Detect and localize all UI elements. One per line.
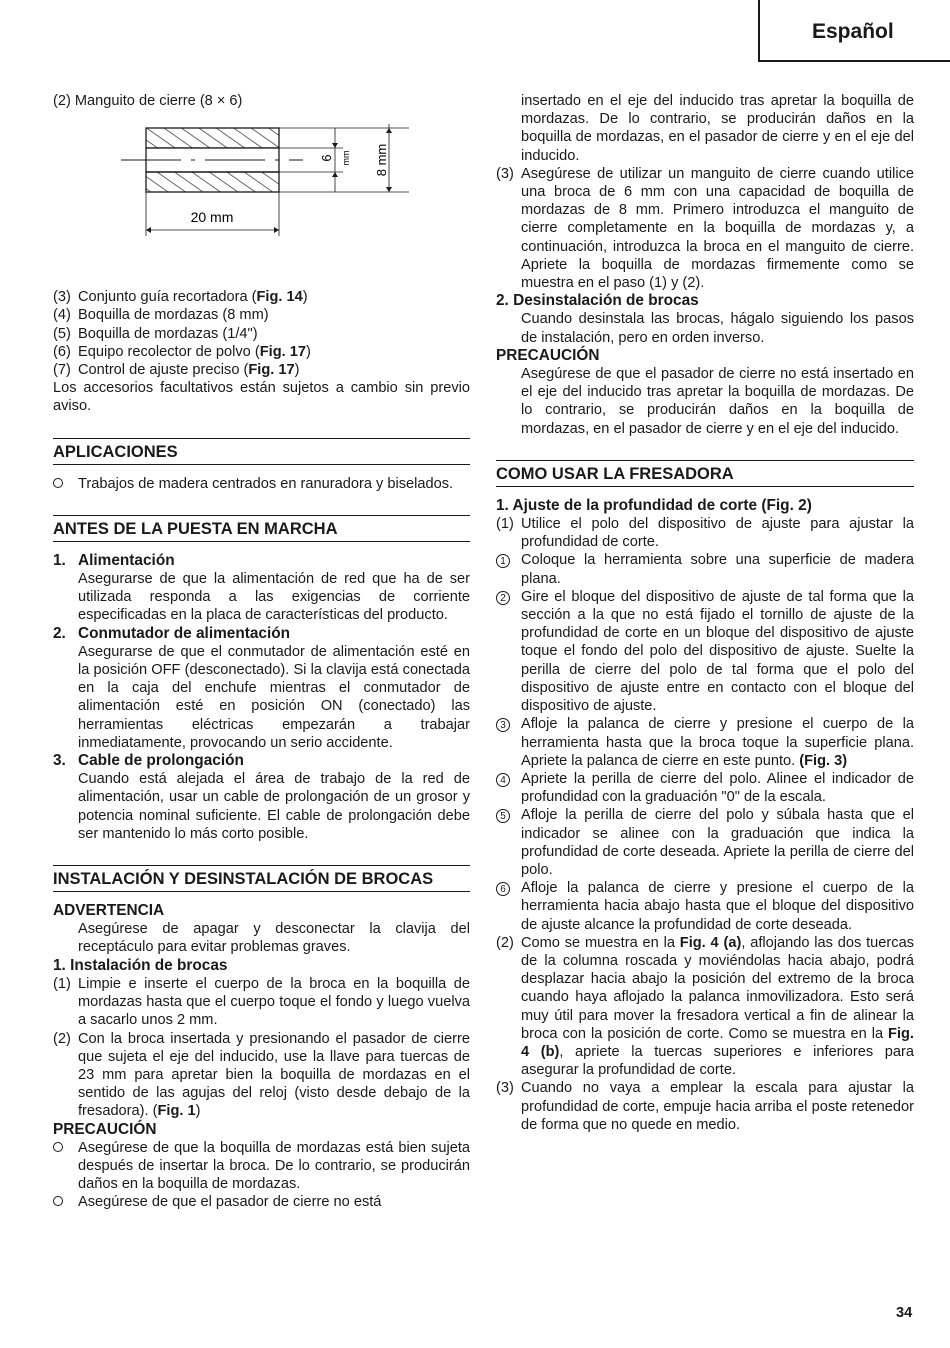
list-item: 3 Afloje la palanca de cierre y presione el cuerpo de la herramienta hasta que la broca toque la superficie plana. Apriete la palanca de cierre en este punto. (Fig. 3)	[496, 715, 914, 770]
left-column	[53, 92, 470, 1212]
outer-dim-arrow-bottom	[386, 187, 392, 192]
paragraph: Asegúrese de que el pasador de cierre no está insertado en el eje del inducido tras apretar la boquilla de mordazas. De lo contrario, se producirán daños en la boquilla de mordazas, en el pasador de cierre y en el eje del inducido.	[521, 366, 914, 437]
circled-number: 5	[496, 809, 510, 823]
list-item: 2 Gire el bloque del dispositivo de ajuste de tal forma que la sección a la que no está fijado el tornillo de ajuste de la profundidad de corte en un bloque del dispositivo de ajuste toque el fondo del polo del dispositivo de ajuste. Suelte la perilla de cierre del polo de tal forma que el polo del dispositivo de ajuste entre en contacto con el bloque del dispositivo de ajuste.	[496, 588, 914, 715]
language-tab	[758, 0, 950, 62]
width-arrow-right	[274, 227, 279, 233]
section-heading-antes: ANTES DE LA PUESTA EN MARCHA	[53, 515, 470, 542]
paragraph: Asegurarse de que el conmutador de alimentación esté en la posición OFF (desconectado). Si la clavija está conectada en la caja del enchufe mientras el conmutador de alimentación esté en posición ON (conectado) las herramientas eléctricas empezarán a trabajar inmediatamente, provocando un serio accidente.	[78, 643, 470, 751]
section-heading-instalacion: INSTALACIÓN Y DESINSTALACIÓN DE BROCAS	[53, 865, 470, 892]
lock-sleeve-diagram	[53, 124, 423, 256]
caution-title: PRECAUCIÓN	[53, 1120, 157, 1138]
accessory-list	[53, 288, 470, 379]
accessories-note: Los accesorios facultativos están sujetos a cambio sin previo aviso.	[53, 380, 470, 415]
list-item: (2) Con la broca insertada y presionando el pasador de cierre que sujeta el eje del inducido, use la llave para tuercas de 23 mm para apretar bien la boquilla de mordazas en el sentido de las agujas del reloj (visto desde debajo de la fresadora). (Fig. 1)	[53, 1030, 470, 1120]
subsection-title: 2. Desinstalación de brocas	[496, 292, 699, 310]
list-item: (3) Cuando no vaya a emplear la escala para ajustar la profundidad de corte, empuje hacia arriba el poste retenedor de forma que no quede en medio.	[496, 1080, 914, 1133]
right-column	[496, 92, 914, 1134]
width-arrow-left	[146, 227, 151, 233]
list-item: (1) Utilice el polo del dispositivo de ajuste para ajustar la profundidad de corte.	[496, 516, 914, 551]
paragraph: Asegurarse de que la alimentación de red que ha de ser utilizada responda a las exigencias de corriente especificadas en la placa de características del producto.	[78, 571, 470, 624]
list-item: (1) Limpie e inserte el cuerpo de la broca en la boquilla de mordazas hasta que el cuerpo toque el fondo y luego vuelva a sacarlo unos 2 mm.	[53, 975, 470, 1029]
circled-number: 1	[496, 554, 510, 568]
language-label: Español	[812, 20, 894, 43]
bullet-circle-icon	[53, 478, 63, 488]
list-item: (6) Equipo recolector de polvo (Fig. 17)	[53, 343, 311, 360]
list-item: (2) Como se muestra en la Fig. 4 (a), aflojando las dos tuercas de la columna roscada y moviéndolas hacia abajo, podrá desplazar hacia abajo la posición del extremo de la broca cuando haya aflojado la palanca inmovilizadora. Esto será muy útil para mover la fresadora vertical a fin de alinear la broca con la posición de corte. Como se muestra en la Fig. 4 (b), apriete la tuercas superiores e inferiores para asegurar la profundidad de corte.	[496, 934, 914, 1079]
circled-number: 4	[496, 773, 510, 787]
bullet-circle-icon	[53, 1196, 63, 1206]
warning-text: Asegúrese de apagar y desconectar la clavija del receptáculo para evitar problemas graves.	[78, 921, 470, 956]
list-item: Trabajos de madera centrados en ranuradora y biselados.	[53, 475, 470, 493]
subsection-title: 1. Alimentación	[53, 551, 175, 569]
page-number: 34	[896, 1305, 913, 1321]
list-item: 5 Afloje la perilla de cierre del polo y súbala hasta que el indicador se alinee con la graduación que indica la profundidad de corte deseada. Apriete la perilla de cierre del polo.	[496, 806, 914, 879]
sleeve-title: (2) Manguito de cierre (8 × 6)	[53, 93, 243, 109]
list-item: (5) Boquilla de mordazas (1/4")	[53, 325, 258, 342]
circled-number: 6	[496, 882, 510, 896]
list-item: (3) Asegúrese de utilizar un manguito de cierre cuando utilice una broca de 6 mm con una capacidad de boquilla de mordazas de 8 mm. Primero introduzca el manguito de cierre completamente en la boquilla de mordazas y, a continuación, introduzca la broca en el manguito de cierre. Apriete la boquilla de mordazas firmemente como se muestra en el paso (1) y (2).	[496, 165, 914, 292]
list-item: (3) Conjunto guía recortadora (Fig. 14)	[53, 289, 308, 306]
bullet-circle-icon	[53, 1142, 63, 1152]
warning-title: ADVERTENCIA	[53, 902, 165, 920]
sleeve-upper-wall	[146, 128, 279, 148]
paragraph: Cuando está alejada el área de trabajo de la red de alimentación, usar un cable de prolongación de un grosor y potencia nominal suficiente. El cable de prolongación debe ser mantenido lo más corto posible.	[78, 771, 470, 842]
list-item: Asegúrese de que la boquilla de mordazas está bien sujeta después de insertar la broca. De lo contrario, se producirán daños en la boquilla de mordazas.	[53, 1139, 470, 1194]
circled-number: 3	[496, 718, 510, 732]
section-heading-como-usar: COMO USAR LA FRESADORA	[496, 460, 914, 487]
list-item: 6 Afloje la palanca de cierre y presione el cuerpo de la herramienta hacia abajo hasta que el bloque del dispositivo de ajuste alcance la profundidad de corte deseada.	[496, 879, 914, 934]
subsection-title: 1. Instalación de brocas	[53, 956, 228, 974]
outer-dim-arrow-top	[386, 128, 392, 133]
subsection-title: 1. Ajuste de la profundidad de corte (Fig. 2)	[496, 496, 812, 514]
paragraph: insertado en el eje del inducido tras apretar la boquilla de mordazas. De lo contrario, se producirán daños en la boquilla de mordazas, en el pasador de cierre y en el eje del inducido.	[521, 93, 914, 164]
sleeve-lower-wall	[146, 172, 279, 192]
section-heading-aplicaciones: APLICACIONES	[53, 438, 470, 465]
list-item: Asegúrese de que el pasador de cierre no está	[53, 1193, 470, 1211]
subsection-title: 3. Cable de prolongación	[53, 752, 244, 770]
inner-dim-unit: mm	[341, 150, 351, 166]
paragraph: Cuando desinstala las brocas, hágalo siguiendo los pasos de instalación, pero en orden inverso.	[521, 311, 914, 346]
inner-dim-label: 6	[319, 154, 334, 162]
caution-title: PRECAUCIÓN	[496, 346, 600, 364]
circled-number: 2	[496, 591, 510, 605]
subsection-title: 2. Conmutador de alimentación	[53, 624, 291, 642]
list-item: (4) Boquilla de mordazas (8 mm)	[53, 307, 269, 324]
list-item: 4 Apriete la perilla de cierre del polo. Alinee el indicador de profundidad con la graduación "0" de la escala.	[496, 770, 914, 806]
antes-list	[53, 552, 470, 843]
width-dim-label: 20 mm	[190, 209, 234, 226]
outer-dim-label: 8 mm	[374, 143, 389, 177]
list-item: 1 Coloque la herramienta sobre una superficie de madera plana.	[496, 551, 914, 587]
list-item: (7) Control de ajuste preciso (Fig. 17)	[53, 362, 300, 379]
